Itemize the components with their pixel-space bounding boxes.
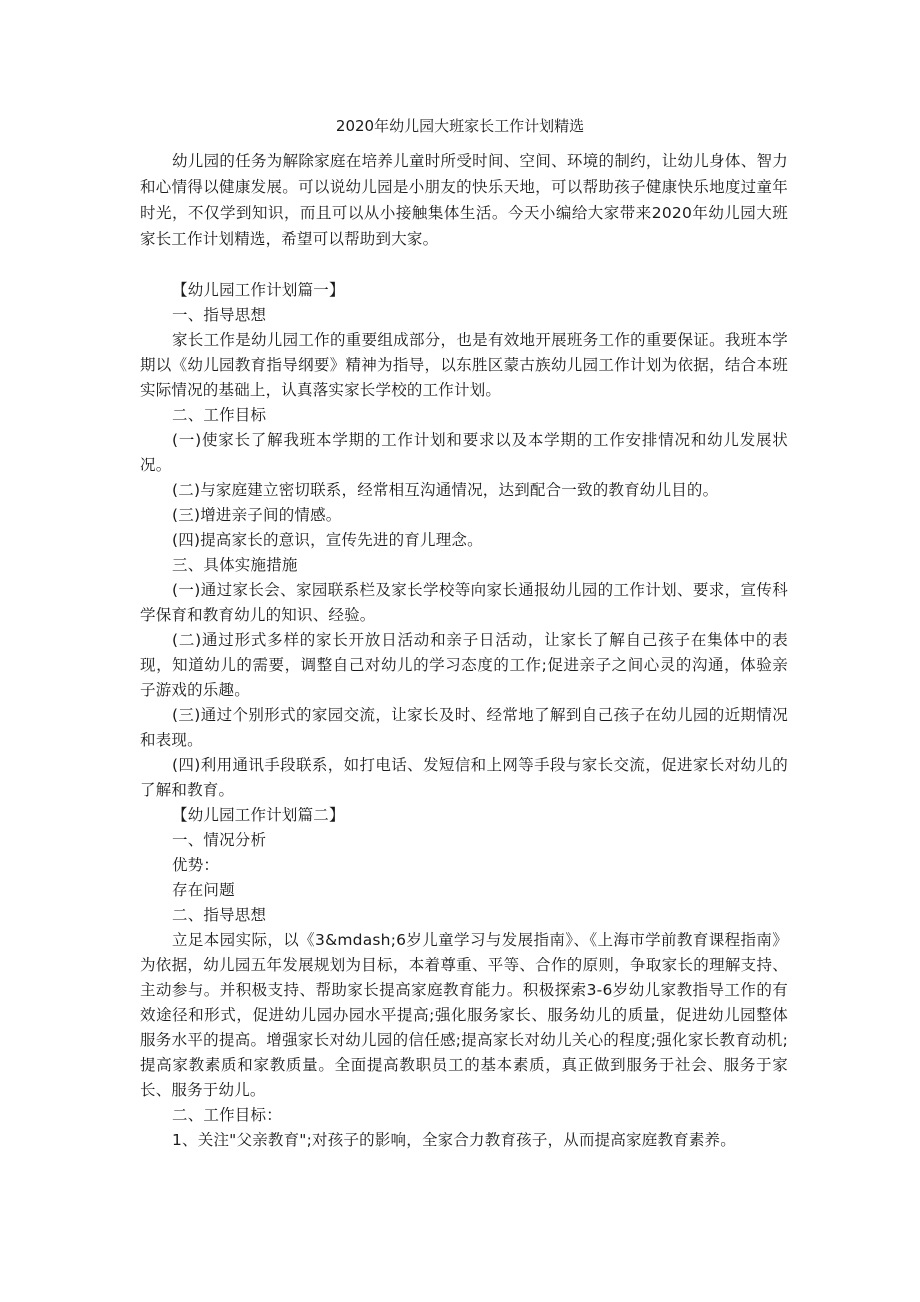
heading-measures: 三、具体实施措施 [172,556,298,574]
heading-work-goals-2: 二、工作目标： [172,1106,282,1124]
measure-item-3: (三)通过个别形式的家园交流，让家长及时、经常地了解到自己孩子在幼儿园的近期情况和表现。 [140,706,788,749]
section-heading-plan-2: 【幼儿园工作计划篇二】 [172,806,345,824]
heading-guiding-ideology: 一、指导思想 [172,306,267,324]
heading-situation-analysis: 一、情况分析 [172,831,267,849]
document-title: 2020年幼儿园大班家长工作计划精选 [335,117,585,135]
measure-item-1: (一)通过家长会、家园联系栏及家长学校等向家长通报幼儿园的工作计划、要求，宣传科学保育和教育幼儿的知识、经验。 [140,581,788,624]
measure-item-4: (四)利用通讯手段联系，如打电话、发短信和上网等手段与家长交流，促进家长对幼儿的了解和教育。 [140,756,788,799]
goal-item-1: (一)使家长了解我班本学期的工作计划和要求以及本学期的工作安排情况和幼儿发展状况。 [140,431,788,474]
paragraph-guiding-ideology: 家长工作是幼儿园工作的重要组成部分，也是有效地开展班务工作的重要保证。我班本学期以《幼儿园教育指导纲要》精神为指导，以东胜区蒙古族幼儿园工作计划为依据，结合本班实际情况的基础上，认真落实家长学校的工作计划。 [140,331,788,399]
section-heading-plan-1: 【幼儿园工作计划篇一】 [172,281,345,299]
label-existing-problems: 存在问题 [172,881,235,899]
heading-guiding-ideology-2: 二、指导思想 [172,906,267,924]
document-body [140,148,788,1153]
label-advantages: 优势： [172,856,220,874]
paragraph-guiding-ideology-2: 立足本园实际，以《3&mdash;6岁儿童学习与发展指南》、《上海市学前教育课程指南》为依据，幼儿园五年发展规划为目标，本着尊重、平等、合作的原则，争取家长的理解支持、主动参与。并积极支持、帮助家长提高家庭教育能力。积极探索3-6岁幼儿家教指导工作的有效途径和形式，促进幼儿园办园水平提高;强化服务家长、服务幼儿的质量，促进幼儿园整体服务水平的提高。增强家长对幼儿园的信任感;提高家长对幼儿关心的程度;强化家长教育动机;提高家教素质和家教质量。全面提高教职员工的基本素质，真正做到服务于社会、服务于家长、服务于幼儿。 [140,931,788,1099]
intro-paragraph: 幼儿园的任务为解除家庭在培养儿童时所受时间、空间、环境的制约，让幼儿身体、智力和心情得以健康发展。可以说幼儿园是小朋友的快乐天地，可以帮助孩子健康快乐地度过童年时光，不仅学到知识，而且可以从小接触集体生活。今天小编给大家带来2020年幼儿园大班家长工作计划精选，希望可以帮助到大家。 [140,152,788,248]
goal-item-3: (三)增进亲子间的情感。 [172,506,342,524]
goal-item-2: (二)与家庭建立密切联系，经常相互沟通情况，达到配合一致的教育幼儿目的。 [172,481,719,499]
heading-work-goals: 二、工作目标 [172,406,267,424]
goal-item-father-education: 1、关注"父亲教育";对孩子的影响，全家合力教育孩子，从而提高家庭教育素养。 [172,1131,736,1149]
goal-item-4: (四)提高家长的意识，宣传先进的育儿理念。 [172,531,483,549]
measure-item-2: (二)通过形式多样的家长开放日活动和亲子日活动，让家长了解自己孩子在集体中的表现，知道幼儿的需要，调整自己对幼儿的学习态度的工作;促进亲子之间心灵的沟通，体验亲子游戏的乐趣。 [140,631,788,699]
